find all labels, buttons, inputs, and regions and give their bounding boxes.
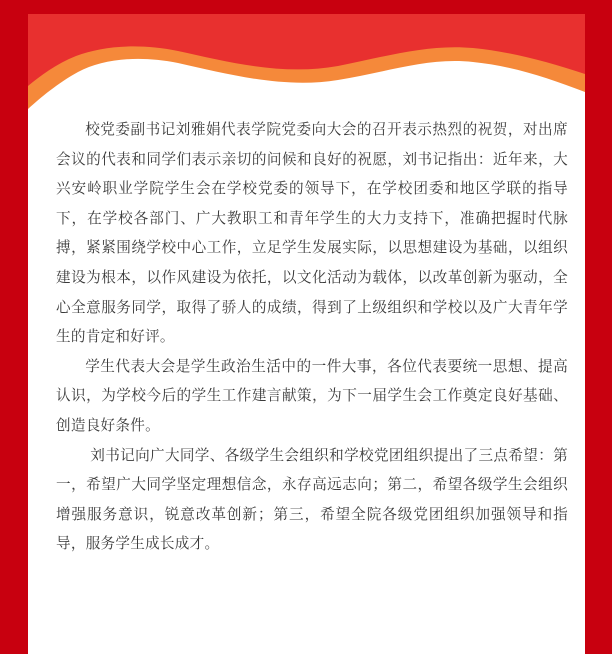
article-card <box>28 14 585 654</box>
paragraph-congress-significance: 学生代表大会是学生政治生活中的一件大事，各位代表要统一思想、提高认识，为学校今后的学生工作建言献策，为下一届学生会工作奠定良好基础、创造良好条件。 <box>56 357 568 434</box>
article-body <box>56 115 568 559</box>
header-wave-decoration <box>28 14 585 109</box>
paragraph-speech-summary: 校党委副书记刘雅娟代表学院党委向大会的召开表示热烈的祝贺，对出席会议的代表和同学们表示亲切的问候和良好的祝愿，刘书记指出：近年来，大兴安岭职业学院学生会在学校党委的领导下，在学校团委和地区学联的指导下，在学校各部门、广大教职工和青年学生的大力支持下，准确把握时代脉搏，紧紧围绕学校中心工作，立足学生发展实际，以思想建设为基础，以组织建设为根本，以作风建设为依托，以文化活动为载体，以改革创新为驱动，全心全意服务同学，取得了骄人的成绩，得到了上级组织和学校以及广大青年学生的肯定和好评。 <box>56 121 568 346</box>
paragraph-three-hopes: 刘书记向广大同学、各级学生会组织和学校党团组织提出了三点希望：第一，希望广大同学坚定理想信念，永存高远志向；第二，希望各级学生会组织增强服务意识，锐意改革创新；第三，希望全院各级党团组织加强领导和指导，服务学生成长成才。 <box>56 446 568 553</box>
